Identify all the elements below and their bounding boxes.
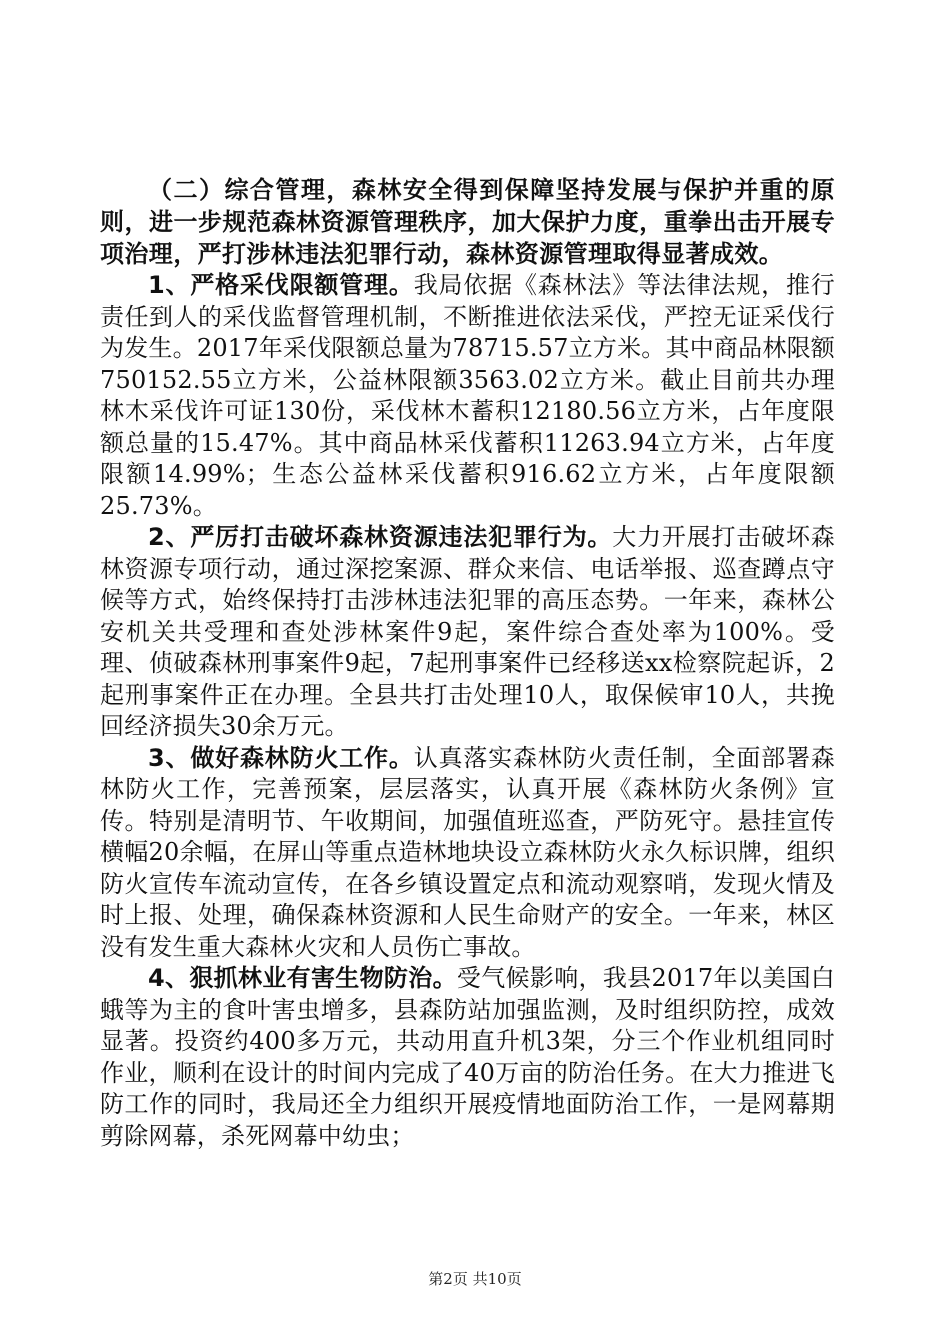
section-intro-paragraph: （二）综合管理，森林安全得到保障坚持发展与保护并重的原则，进一步规范森林资源管理秩序，加大保护力度，重拳出击开展专项治理，严打涉林违法犯罪行动，森林资源管理取得显著成效。 (100, 176, 835, 268)
page-number-footer: 第2页 共10页 (428, 1270, 522, 1288)
section-1-heading: 1、严格采伐限额管理。 (148, 271, 414, 299)
document-body (100, 174, 835, 1152)
section-4-heading: 4、狠抓林业有害生物防治。 (148, 964, 457, 992)
section-1-body: 我局依据《森林法》等法律法规，推行责任到人的采伐监督管理机制，不断推进依法采伐，严控无证采伐行为发生。2017年采伐限额总量为78715.57立方米。其中商品林限额750152.55立方米，公益林限额3563.02立方米。截止目前共办理林木采伐许可证130份，采伐林木蓄积12180.56立方米，占年度限额总量的15.47%。其中商品林采伐蓄积11263.94立方米，占年度限额14.99%；生态公益林采伐蓄积916.62立方米，占年度限额25.73%。 (100, 271, 835, 520)
section-4-paragraph (100, 963, 835, 1152)
section-2-body: 大力开展打击破坏森林资源专项行动，通过深挖案源、群众来信、电话举报、巡查蹲点守候等方式，始终保持打击涉林违法犯罪的高压态势。一年来，森林公安机关共受理和查处涉林案件9起，案件综合查处率为100%。受理、侦破森林刑事案件9起，7起刑事案件已经移送xx检察院起诉，2起刑事案件正在办理。全县共打击处理10人，取保候审10人，共挽回经济损失30余万元。 (100, 523, 835, 740)
section-3-paragraph (100, 743, 835, 964)
section-1-paragraph (100, 270, 835, 522)
section-4-body: 受气候影响，我县2017年以美国白蛾等为主的食叶害虫增多，县森防站加强监测，及时组织防控，成效显著。投资约400多万元，共动用直升机3架，分三个作业机组同时作业，顺利在设计的时间内完成了40万亩的防治任务。在大力推进飞防工作的同时，我局还全力组织开展疫情地面防治工作，一是网幕期剪除网幕，杀死网幕中幼虫； (100, 964, 835, 1150)
section-2-paragraph (100, 522, 835, 743)
section-2-heading: 2、严厉打击破坏森林资源违法犯罪行为。 (148, 523, 613, 551)
section-3-heading: 3、做好森林防火工作。 (148, 743, 414, 772)
section-3-body: 认真落实森林防火责任制，全面部署森林防火工作，完善预案，层层落实，认真开展《森林防火条例》宣传。特别是清明节、午收期间，加强值班巡查，严防死守。悬挂宣传横幅20余幅，在屏山等重点造林地块设立森林防火永久标识牌，组织防火宣传车流动宣传，在各乡镇设置定点和流动观察哨，发现火情及时上报、处理，确保森林资源和人民生命财产的安全。一年来，林区没有发生重大森林火灾和人员伤亡事故。 (100, 743, 835, 961)
